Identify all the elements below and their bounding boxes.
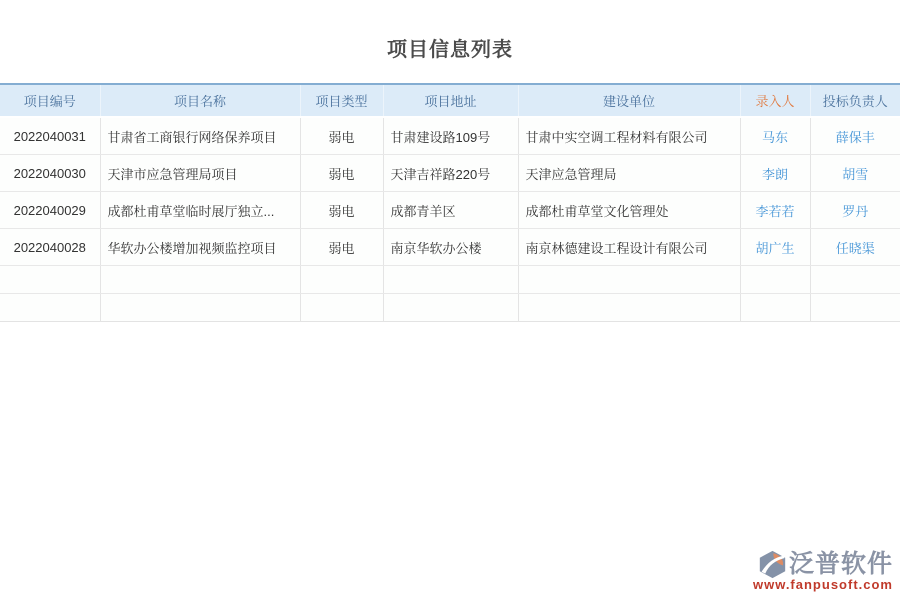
cell-address: 成都青羊区 <box>383 192 518 229</box>
cell-code: 2022040030 <box>0 155 100 192</box>
empty-cell <box>518 266 740 294</box>
cell-unit: 成都杜甫草堂文化管理处 <box>518 192 740 229</box>
cell-name: 天津市应急管理局项目 <box>100 155 300 192</box>
cell-bidder[interactable]: 胡雪 <box>810 155 900 192</box>
cell-type: 弱电 <box>300 229 383 266</box>
cell-bidder[interactable]: 罗丹 <box>810 192 900 229</box>
empty-cell <box>100 294 300 322</box>
column-header-name: 项目名称 <box>100 84 300 117</box>
cell-type: 弱电 <box>300 117 383 155</box>
cell-code: 2022040028 <box>0 229 100 266</box>
empty-cell <box>810 294 900 322</box>
page-title: 项目信息列表 <box>387 39 513 61</box>
cell-address: 南京华软办公楼 <box>383 229 518 266</box>
table-header-row <box>0 84 900 117</box>
cell-code: 2022040031 <box>0 117 100 155</box>
table-row <box>0 192 900 229</box>
empty-cell <box>518 294 740 322</box>
table-body <box>0 117 900 322</box>
cell-unit: 天津应急管理局 <box>518 155 740 192</box>
empty-cell <box>300 294 383 322</box>
cell-bidder[interactable]: 薛保丰 <box>810 117 900 155</box>
cell-entry[interactable]: 李朗 <box>740 155 810 192</box>
cell-entry[interactable]: 李若若 <box>740 192 810 229</box>
cell-bidder[interactable]: 任晓渠 <box>810 229 900 266</box>
empty-cell <box>0 294 100 322</box>
empty-cell <box>740 266 810 294</box>
fanpu-website-link[interactable]: www.fanpusoft.com <box>752 577 893 592</box>
table-row <box>0 155 900 192</box>
empty-cell <box>810 266 900 294</box>
empty-cell <box>383 266 518 294</box>
empty-cell <box>0 266 100 294</box>
cell-entry[interactable]: 胡广生 <box>740 229 810 266</box>
fanpu-logo-icon <box>758 550 787 579</box>
empty-cell <box>383 294 518 322</box>
table-row <box>0 117 900 155</box>
cell-name: 成都杜甫草堂临时展厅独立... <box>100 192 300 229</box>
project-info-table <box>0 83 900 322</box>
cell-unit: 南京林德建设工程设计有限公司 <box>518 229 740 266</box>
cell-entry[interactable]: 马东 <box>740 117 810 155</box>
cell-name: 华软办公楼增加视频监控项目 <box>100 229 300 266</box>
cell-unit: 甘肃中实空调工程材料有限公司 <box>518 117 740 155</box>
empty-cell <box>740 294 810 322</box>
empty-cell <box>300 266 383 294</box>
cell-type: 弱电 <box>300 155 383 192</box>
column-header-address: 项目地址 <box>383 84 518 117</box>
cell-name: 甘肃省工商银行网络保养项目 <box>100 117 300 155</box>
cell-address: 天津吉祥路220号 <box>383 155 518 192</box>
fanpu-logo-text: 泛普软件 <box>788 550 893 578</box>
column-header-type: 项目类型 <box>300 84 383 117</box>
table-row <box>0 229 900 266</box>
empty-table-row <box>0 266 900 294</box>
cell-address: 甘肃建设路109号 <box>383 117 518 155</box>
cell-type: 弱电 <box>300 192 383 229</box>
empty-table-row <box>0 294 900 322</box>
cell-code: 2022040029 <box>0 192 100 229</box>
column-header-bidder: 投标负责人 <box>810 84 900 117</box>
column-header-code: 项目编号 <box>0 84 100 117</box>
empty-cell <box>100 266 300 294</box>
column-header-unit: 建设单位 <box>518 84 740 117</box>
column-header-entry: 录入人 <box>740 84 810 117</box>
fanpu-logo <box>753 550 893 592</box>
